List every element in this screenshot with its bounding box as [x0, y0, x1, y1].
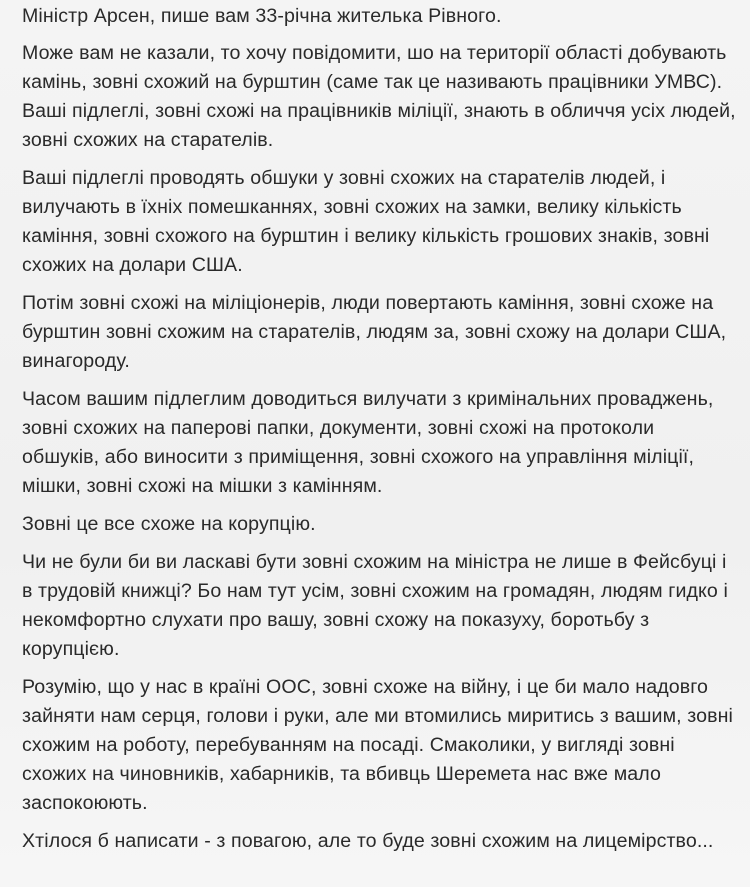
post-paragraph: Потім зовні схожі на міліціонерів, люди повертають каміння, зовні схоже на бурштин зовні схожим на старателів, людям за, зовні схожу на долари США, винагороду. — [22, 292, 727, 372]
post-paragraph: Часом вашим підлеглим доводиться вилучати з кримінальних проваджень, зовні схожих на паперові папки, документи, зовні схожі на протоколи обшуків, або виносити з приміщення, зовні схожого на управління міліції, мішки, зовні схожі на мішки з камінням. — [22, 388, 714, 497]
post-paragraph: Розумію, що у нас в країні ООС, зовні схоже на війну, і це би мало надовго зайняти нам серця, голови і руки, але ми втомились миритись з вашим, зовні схожим на роботу, перебуванням на посаді. Смаколики, у вигляді зовні схожих на чиновників, хабарників, та вбивць Шеремета нас вже мало заспокоюють. — [22, 676, 733, 814]
post-paragraph: Ваші підлеглі проводять обшуки у зовні схожих на старателів людей, і вилучають в їхніх помешканнях, зовні схожих на замки, велику кількість каміння, зовні схожого на бурштин і велику кількість грошових знаків, зовні схожих на долари США. — [22, 167, 710, 276]
post-closing: Хтілося б написати - з повагою, але то буде зовні схожим на лицемірство... — [22, 830, 714, 852]
post-paragraph: Чи не були би ви ласкаві бути зовні схожим на міністра не лише в Фейсбуці і в трудовій книжці? Бо нам тут усім, зовні схожим на громадян, людям гидко і некомфортно слухати про вашу, зовні схожу на показуху, боротьбу з корупцією. — [22, 551, 728, 660]
post-paragraph: Зовні це все схоже на корупцію. — [22, 513, 316, 535]
post-greeting: Міністр Арсен, пише вам 33-річна жителька Рівного. — [22, 5, 502, 27]
post-paragraph: Може вам не казали, то хочу повідомити, шо на території області добувають камінь, зовні схожий на бурштин (саме так це називають працівники УМВС). Ваші підлеглі, зовні схожі на працівників міліції, знають в обличчя усіх людей, зовні схожих на старателів. — [22, 42, 736, 151]
